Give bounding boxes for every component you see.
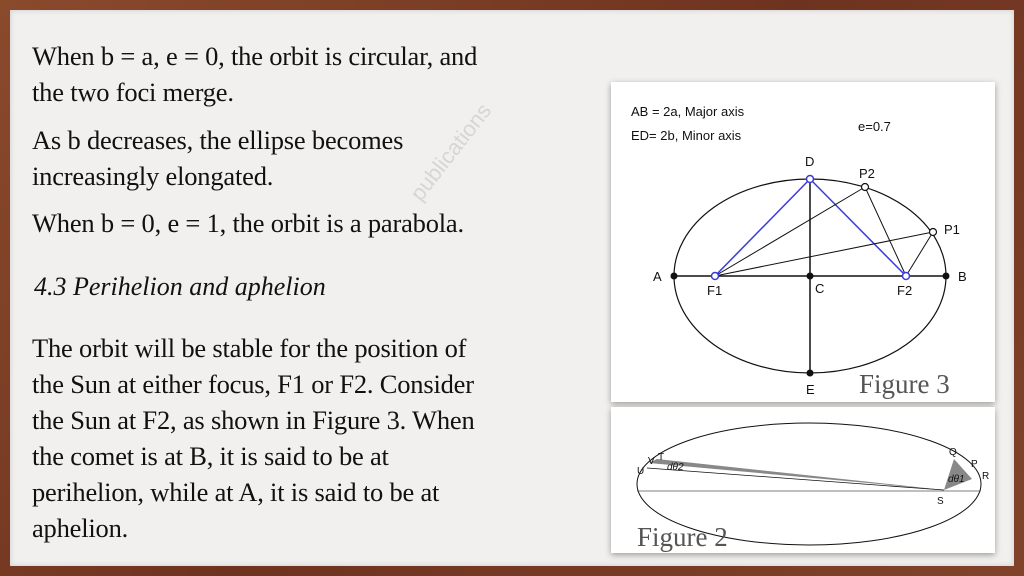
point-d: [807, 176, 814, 183]
label-a: A: [653, 269, 662, 284]
label-f2: F2: [897, 283, 913, 298]
figure-2-caption: Figure 2: [637, 522, 728, 552]
paragraph-parabola: [32, 205, 464, 241]
paragraph-circular-orbit: [32, 38, 477, 110]
text-line: aphelion.: [32, 513, 129, 543]
text-line: When b = a, e = 0, the orbit is circular, and: [32, 41, 478, 71]
text-line: increasingly elongated.: [32, 161, 274, 191]
eccentricity-label: e=0.7: [858, 119, 891, 134]
label-p1: P1: [944, 222, 960, 237]
label-u: U: [637, 466, 645, 477]
label-dtheta1: dθ1: [948, 474, 965, 485]
point-p2: [862, 184, 869, 191]
point-c: [807, 273, 814, 280]
figure-3: [611, 82, 995, 402]
paragraph-elongated: [32, 122, 403, 194]
point-f1: [712, 273, 719, 280]
watermark: publications: [405, 98, 497, 206]
text-line: The orbit will be stable for the position of: [32, 333, 467, 363]
label-v: V: [648, 456, 655, 467]
text-line: As b decreases, the ellipse becomes: [32, 125, 404, 155]
text-line: the Sun at either focus, F1 or F2. Consider: [32, 369, 474, 399]
point-e: [807, 370, 814, 377]
label-dtheta2: dθ2: [667, 462, 684, 473]
label-p: P: [971, 459, 978, 470]
focal-line-f1-d: [715, 179, 810, 276]
text-line: the Sun at F2, as shown in Figure 3. When: [32, 405, 475, 435]
swept-area-aphelion: [649, 459, 944, 490]
figure-3-caption: Figure 3: [859, 369, 950, 399]
point-p1: [930, 229, 937, 236]
figure-2: [611, 407, 995, 553]
label-p2: P2: [859, 166, 875, 181]
text-line: perihelion, while at A, it is said to be at: [32, 477, 440, 507]
kepler-area-diagram: [611, 407, 995, 553]
label-f1: F1: [707, 283, 723, 298]
label-q: Q: [949, 447, 957, 458]
label-d: D: [805, 154, 815, 169]
point-b: [943, 273, 950, 280]
legend-major-axis: AB = 2a, Major axis: [631, 104, 745, 119]
legend-minor-axis: ED= 2b, Minor axis: [631, 128, 742, 143]
radius-line-u: [647, 468, 944, 490]
ellipse-diagram: [611, 82, 995, 402]
section-heading: 4.3 Perihelion and aphelion: [34, 272, 326, 301]
label-s: S: [937, 496, 944, 507]
text-line: the two foci merge.: [32, 77, 234, 107]
paragraph-perihelion: [32, 330, 475, 546]
line-p2-f2: [865, 187, 906, 276]
point-a: [671, 273, 678, 280]
label-r: R: [982, 471, 990, 482]
line-p1-f2: [906, 232, 933, 276]
focal-line-d-f2: [810, 179, 906, 276]
text-line: the comet is at B, it is said to be at: [32, 441, 389, 471]
label-t: T: [658, 452, 665, 463]
label-e: E: [806, 382, 815, 397]
slide: [10, 10, 1014, 566]
text-line: When b = 0, e = 1, the orbit is a parabola.: [32, 208, 464, 238]
point-f2: [903, 273, 910, 280]
label-c: C: [815, 281, 825, 296]
label-b: B: [958, 269, 967, 284]
